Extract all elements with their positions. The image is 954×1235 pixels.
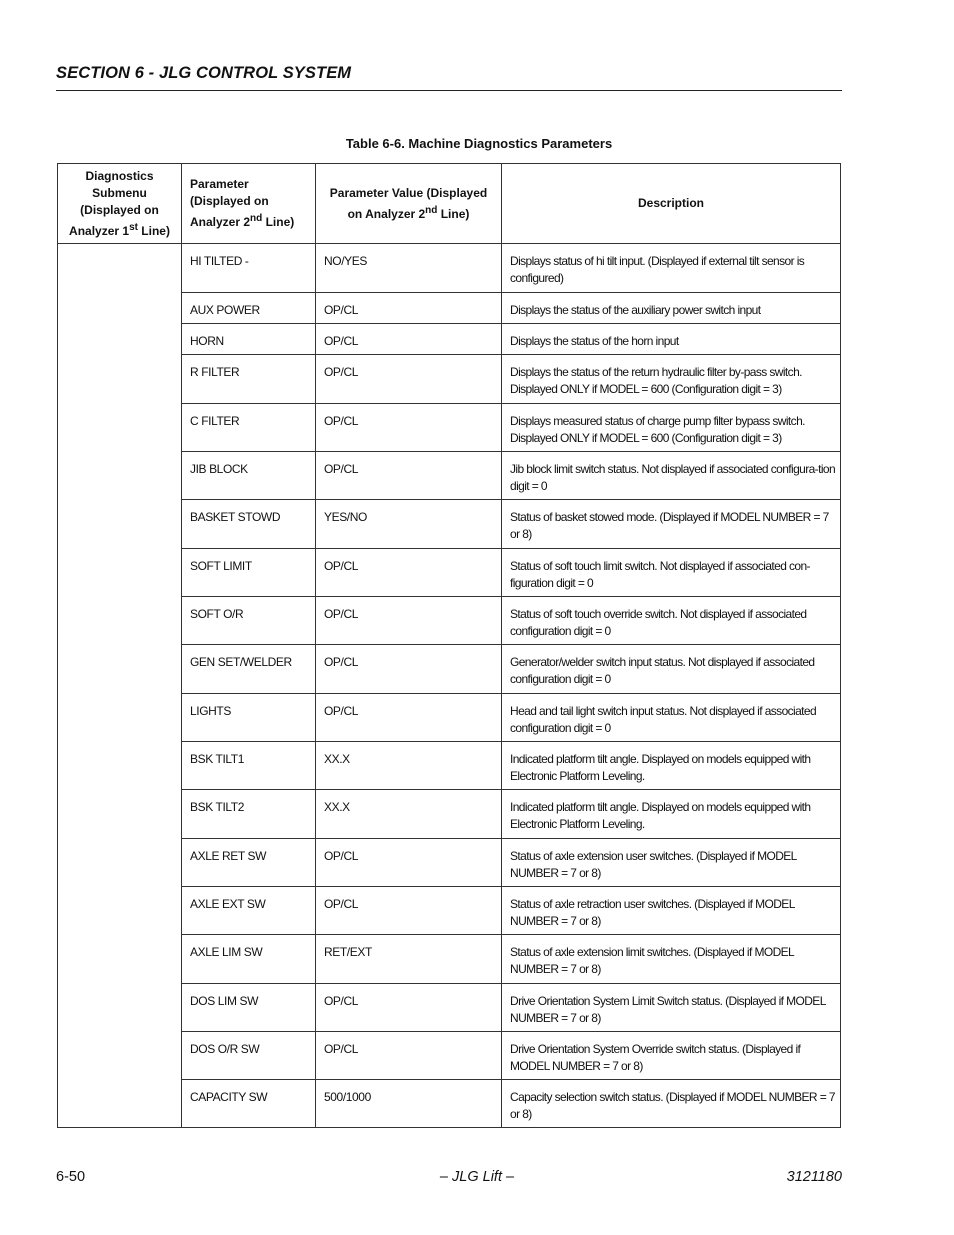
- description-cell: Displays status of hi tilt input. (Displayed if external tilt sensor is configured): [502, 244, 841, 293]
- description-cell: Displays measured status of charge pump filter bypass switch. Displayed ONLY if MODEL = 600 (Configuration digit = 3): [502, 404, 841, 452]
- value-cell: OP/CL: [316, 293, 502, 324]
- description-cell: Displays the status of the return hydraulic filter by-pass switch. Displayed ONLY if MODEL = 600 (Configuration digit = 3): [502, 355, 841, 404]
- table-caption: Table 6-6. Machine Diagnostics Parameters: [345, 136, 613, 151]
- value-cell: OP/CL: [316, 597, 502, 645]
- description-cell: Drive Orientation System Limit Switch status. (Displayed if MODEL NUMBER = 7 or 8): [502, 984, 841, 1032]
- diagnostics-table: [57, 163, 841, 1128]
- description-cell: Status of axle extension limit switches. (Displayed if MODEL NUMBER = 7 or 8): [502, 935, 841, 984]
- value-cell: OP/CL: [316, 404, 502, 452]
- column-header-submenu: Diagnostics Submenu (Displayed on Analyzer 1st Line): [58, 164, 182, 244]
- description-cell: Drive Orientation System Override switch status. (Displayed if MODEL NUMBER = 7 or 8): [502, 1032, 841, 1080]
- description-cell: Status of axle retraction user switches. (Displayed if MODEL NUMBER = 7 or 8): [502, 887, 841, 935]
- table-row: [58, 244, 841, 293]
- header-rule: [56, 90, 842, 91]
- table-header-row: [58, 164, 841, 244]
- value-cell: OP/CL: [316, 694, 502, 742]
- parameter-cell: SOFT O/R: [182, 597, 316, 645]
- value-cell: 500/1000: [316, 1080, 502, 1128]
- parameter-cell: DOS O/R SW: [182, 1032, 316, 1080]
- value-cell: YES/NO: [316, 500, 502, 549]
- parameter-cell: SOFT LIMIT: [182, 549, 316, 597]
- value-cell: OP/CL: [316, 355, 502, 404]
- description-cell: Status of axle extension user switches. (Displayed if MODEL NUMBER = 7 or 8): [502, 839, 841, 887]
- parameter-cell: R FILTER: [182, 355, 316, 404]
- value-cell: RET/EXT: [316, 935, 502, 984]
- parameter-cell: BASKET STOWD: [182, 500, 316, 549]
- description-cell: Status of soft touch override switch. Not displayed if associated configuration digit = 0: [502, 597, 841, 645]
- parameter-cell: BSK TILT2: [182, 790, 316, 839]
- value-cell: OP/CL: [316, 452, 502, 500]
- value-cell: OP/CL: [316, 839, 502, 887]
- value-cell: OP/CL: [316, 549, 502, 597]
- value-cell: OP/CL: [316, 1032, 502, 1080]
- description-cell: Jib block limit switch status. Not displayed if associated configura-tion digit = 0: [502, 452, 841, 500]
- value-cell: OP/CL: [316, 887, 502, 935]
- parameter-cell: C FILTER: [182, 404, 316, 452]
- parameter-cell: AXLE RET SW: [182, 839, 316, 887]
- value-cell: XX.X: [316, 742, 502, 790]
- description-cell: Status of soft touch limit switch. Not displayed if associated con-figuration digit = 0: [502, 549, 841, 597]
- document-number: 3121180: [786, 1169, 842, 1185]
- value-cell: NO/YES: [316, 244, 502, 293]
- table-body: [58, 244, 841, 1128]
- description-cell: Status of basket stowed mode. (Displayed if MODEL NUMBER = 7 or 8): [502, 500, 841, 549]
- description-cell: Capacity selection switch status. (Displayed if MODEL NUMBER = 7 or 8): [502, 1080, 841, 1128]
- parameter-cell: GEN SET/WELDER: [182, 645, 316, 694]
- description-cell: Displays the status of the horn input: [502, 324, 841, 355]
- value-cell: OP/CL: [316, 984, 502, 1032]
- parameter-cell: HI TILTED -: [182, 244, 316, 293]
- description-cell: Head and tail light switch input status. Not displayed if associated configuration digit = 0: [502, 694, 841, 742]
- parameter-cell: AXLE LIM SW: [182, 935, 316, 984]
- parameter-cell: AXLE EXT SW: [182, 887, 316, 935]
- column-header-parameter: Parameter (Displayed on Analyzer 2nd Line): [182, 164, 316, 244]
- section-header: SECTION 6 - JLG CONTROL SYSTEM: [56, 64, 352, 82]
- page-number: 6-50: [56, 1169, 86, 1185]
- column-header-description: Description: [502, 164, 841, 244]
- description-cell: Indicated platform tilt angle. Displayed on models equipped with Electronic Platform Leveling.: [502, 790, 841, 839]
- parameter-cell: JIB BLOCK: [182, 452, 316, 500]
- description-cell: Generator/welder switch input status. Not displayed if associated configuration digit = 0: [502, 645, 841, 694]
- value-cell: XX.X: [316, 790, 502, 839]
- value-cell: OP/CL: [316, 645, 502, 694]
- column-header-parameter-value: Parameter Value (Displayed on Analyzer 2nd Line): [316, 164, 502, 244]
- parameter-cell: CAPACITY SW: [182, 1080, 316, 1128]
- description-cell: Indicated platform tilt angle. Displayed on models equipped with Electronic Platform Leveling.: [502, 742, 841, 790]
- submenu-cell: [58, 244, 182, 1128]
- footer-publisher: – JLG Lift –: [439, 1169, 515, 1185]
- parameter-cell: AUX POWER: [182, 293, 316, 324]
- parameter-cell: DOS LIM SW: [182, 984, 316, 1032]
- parameter-cell: HORN: [182, 324, 316, 355]
- parameter-cell: LIGHTS: [182, 694, 316, 742]
- value-cell: OP/CL: [316, 324, 502, 355]
- description-cell: Displays the status of the auxiliary power switch input: [502, 293, 841, 324]
- parameter-cell: BSK TILT1: [182, 742, 316, 790]
